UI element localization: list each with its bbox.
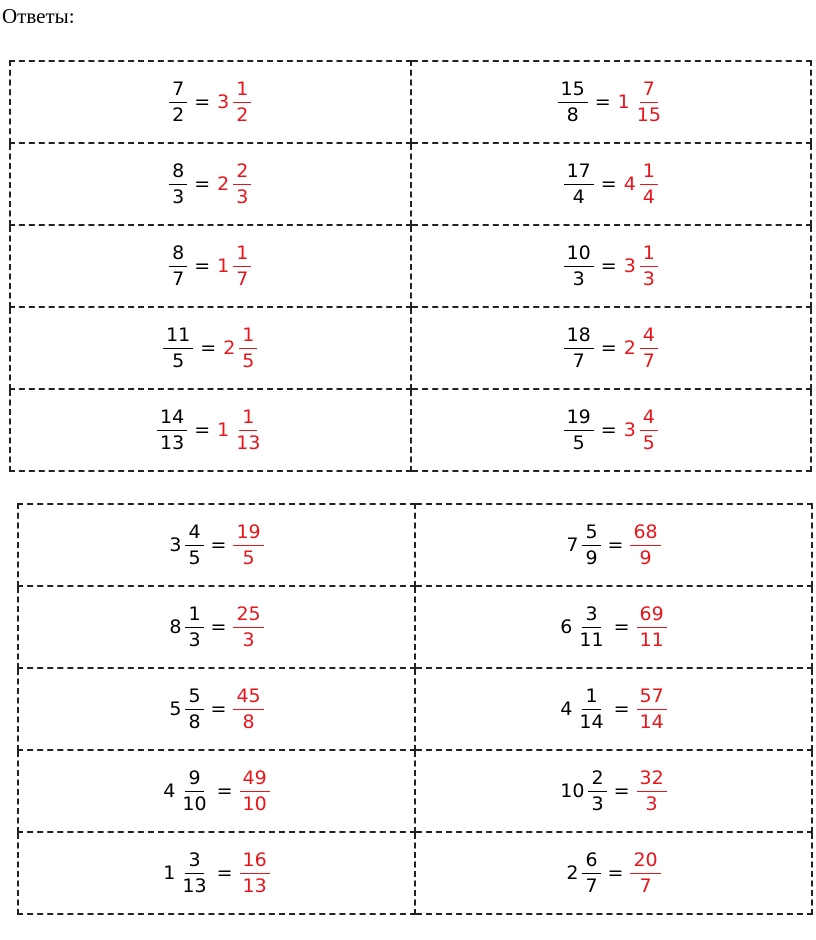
whole-part-answer: 3	[623, 418, 636, 441]
equals-sign: =	[194, 254, 211, 277]
fraction-equation	[161, 848, 271, 897]
denominator: 3	[645, 792, 658, 815]
numerator: 5	[185, 687, 203, 710]
denominator: 7	[236, 267, 249, 290]
denominator: 7	[642, 349, 655, 372]
whole-part-answer: 2	[623, 336, 636, 359]
equals-sign: =	[600, 172, 617, 195]
numerator: 69	[637, 605, 667, 628]
fraction-equation	[562, 405, 660, 454]
table-row	[18, 750, 812, 832]
fraction-part-answer	[233, 405, 263, 454]
fraction-part	[582, 848, 600, 897]
numerator: 19	[233, 523, 263, 546]
fraction-part	[588, 766, 606, 815]
denominator: 13	[236, 431, 261, 454]
improper-fraction-answer	[240, 766, 270, 815]
denominator: 2	[236, 103, 249, 126]
fraction-part-answer	[233, 241, 251, 290]
numerator: 2	[588, 769, 606, 792]
equals-sign: =	[194, 418, 211, 441]
fraction-part-answer	[233, 77, 251, 126]
numerator: 7	[169, 80, 187, 103]
denominator: 3	[172, 185, 185, 208]
numerator: 3	[185, 851, 203, 874]
denominator: 5	[172, 349, 185, 372]
fraction-part	[185, 684, 203, 733]
denominator: 7	[172, 267, 185, 290]
denominator: 14	[639, 710, 664, 733]
denominator: 7	[585, 874, 598, 897]
answer-cell	[411, 307, 812, 389]
fraction-equation	[167, 520, 265, 569]
table-row	[10, 143, 811, 225]
denominator: 10	[182, 792, 207, 815]
fraction-part	[185, 520, 203, 569]
denominator: 3	[572, 267, 585, 290]
numerator: 19	[564, 408, 594, 431]
denominator: 8	[188, 710, 201, 733]
fraction-equation	[167, 241, 253, 290]
equals-sign: =	[607, 533, 624, 556]
numerator: 14	[157, 408, 187, 431]
denominator: 4	[572, 185, 585, 208]
fraction-part	[185, 602, 203, 651]
improper-to-mixed-table	[9, 60, 812, 472]
fraction-part	[179, 848, 209, 897]
whole-part: 7	[566, 533, 579, 556]
fraction-equation	[556, 77, 666, 126]
improper-fraction	[169, 159, 187, 208]
table-row	[18, 832, 812, 914]
numerator: 18	[564, 326, 594, 349]
denominator: 13	[182, 874, 207, 897]
denominator: 9	[639, 546, 652, 569]
equals-sign: =	[600, 254, 617, 277]
fraction-part-answer	[233, 159, 251, 208]
whole-part-answer: 1	[617, 90, 630, 113]
improper-fraction	[564, 323, 594, 372]
numerator: 1	[582, 687, 600, 710]
equals-sign: =	[613, 697, 630, 720]
fraction-part-answer	[640, 241, 658, 290]
fraction-equation	[562, 241, 660, 290]
improper-fraction-answer	[233, 520, 263, 569]
improper-fraction-answer	[240, 848, 270, 897]
improper-fraction	[169, 241, 187, 290]
whole-part-answer: 4	[623, 172, 636, 195]
denominator: 11	[639, 628, 664, 651]
equals-sign: =	[216, 779, 233, 802]
numerator: 1	[640, 244, 658, 267]
improper-fraction	[169, 77, 187, 126]
numerator: 17	[564, 162, 594, 185]
answer-cell	[415, 504, 812, 586]
answer-cell	[10, 225, 411, 307]
fraction-part	[179, 766, 209, 815]
fraction-part-answer	[640, 323, 658, 372]
equals-sign: =	[613, 615, 630, 638]
whole-part-answer: 2	[217, 172, 230, 195]
improper-fraction	[564, 405, 594, 454]
numerator: 5	[582, 523, 600, 546]
answer-cell	[10, 143, 411, 225]
improper-fraction-answer	[637, 684, 667, 733]
numerator: 15	[558, 80, 588, 103]
answer-cell	[411, 143, 812, 225]
numerator: 4	[640, 408, 658, 431]
fraction-equation	[564, 520, 662, 569]
answer-cell	[415, 832, 812, 914]
denominator: 5	[188, 546, 201, 569]
fraction-equation	[562, 323, 660, 372]
numerator: 8	[169, 244, 187, 267]
numerator: 4	[185, 523, 203, 546]
numerator: 1	[239, 326, 257, 349]
denominator: 5	[242, 349, 255, 372]
denominator: 10	[242, 792, 267, 815]
answer-cell	[18, 504, 415, 586]
denominator: 4	[642, 185, 655, 208]
improper-fraction-answer	[637, 602, 667, 651]
whole-part: 10	[560, 779, 585, 802]
denominator: 9	[585, 546, 598, 569]
numerator: 25	[233, 605, 263, 628]
answer-cell	[10, 307, 411, 389]
whole-part: 8	[169, 615, 182, 638]
improper-fraction	[564, 241, 594, 290]
numerator: 57	[637, 687, 667, 710]
denominator: 5	[572, 431, 585, 454]
whole-part: 5	[169, 697, 182, 720]
whole-part-answer: 3	[623, 254, 636, 277]
numerator: 1	[640, 162, 658, 185]
denominator: 14	[579, 710, 604, 733]
denominator: 2	[172, 103, 185, 126]
answer-cell	[415, 668, 812, 750]
numerator: 11	[163, 326, 193, 349]
table-row	[10, 389, 811, 471]
fraction-equation	[558, 766, 668, 815]
mixed-to-improper-table	[17, 503, 813, 915]
numerator: 68	[630, 523, 660, 546]
numerator: 1	[185, 605, 203, 628]
denominator: 3	[642, 267, 655, 290]
improper-fraction	[163, 323, 193, 372]
fraction-equation	[558, 602, 668, 651]
answer-cell	[411, 61, 812, 143]
denominator: 11	[579, 628, 604, 651]
numerator: 20	[630, 851, 660, 874]
denominator: 3	[242, 628, 255, 651]
answer-cell	[10, 61, 411, 143]
fraction-equation	[155, 405, 265, 454]
denominator: 3	[591, 792, 604, 815]
equals-sign: =	[194, 90, 211, 113]
denominator: 5	[642, 431, 655, 454]
denominator: 8	[242, 710, 255, 733]
answer-cell	[10, 389, 411, 471]
table-row	[10, 307, 811, 389]
fraction-equation	[167, 159, 253, 208]
page-heading: Ответы:	[2, 4, 75, 28]
fraction-part	[582, 520, 600, 569]
answer-cell	[415, 586, 812, 668]
whole-part-answer: 1	[217, 254, 230, 277]
answer-cell	[411, 389, 812, 471]
fraction-part	[576, 602, 606, 651]
whole-part: 1	[163, 861, 176, 884]
whole-part: 3	[169, 533, 182, 556]
numerator: 6	[582, 851, 600, 874]
improper-fraction	[157, 405, 187, 454]
equals-sign: =	[594, 90, 611, 113]
improper-fraction-answer	[630, 520, 660, 569]
numerator: 7	[640, 80, 658, 103]
whole-part-answer: 1	[217, 418, 230, 441]
numerator: 32	[637, 769, 667, 792]
numerator: 8	[169, 162, 187, 185]
fraction-equation	[167, 684, 265, 733]
fraction-equation	[558, 684, 668, 733]
equals-sign: =	[216, 861, 233, 884]
fraction-part-answer	[634, 77, 664, 126]
numerator: 2	[233, 162, 251, 185]
improper-fraction	[564, 159, 594, 208]
table-row	[18, 586, 812, 668]
fraction-part-answer	[239, 323, 257, 372]
equals-sign: =	[210, 697, 227, 720]
numerator: 3	[582, 605, 600, 628]
improper-fraction-answer	[233, 684, 263, 733]
answer-cell	[18, 750, 415, 832]
equals-sign: =	[607, 861, 624, 884]
answer-cell	[411, 225, 812, 307]
numerator: 45	[233, 687, 263, 710]
numerator: 10	[564, 244, 594, 267]
equals-sign: =	[600, 418, 617, 441]
numerator: 1	[233, 80, 251, 103]
whole-part: 4	[560, 697, 573, 720]
improper-fraction	[558, 77, 588, 126]
denominator: 15	[636, 103, 661, 126]
whole-part-answer: 2	[223, 336, 236, 359]
improper-fraction-answer	[637, 766, 667, 815]
table-row	[18, 668, 812, 750]
denominator: 7	[572, 349, 585, 372]
answer-cell	[415, 750, 812, 832]
fraction-part-answer	[640, 159, 658, 208]
denominator: 7	[639, 874, 652, 897]
whole-part: 6	[560, 615, 573, 638]
fraction-equation	[562, 159, 660, 208]
fraction-equation	[167, 602, 265, 651]
equals-sign: =	[613, 779, 630, 802]
denominator: 3	[236, 185, 249, 208]
equals-sign: =	[210, 615, 227, 638]
answer-cell	[18, 586, 415, 668]
answer-cell	[18, 832, 415, 914]
fraction-equation	[167, 77, 253, 126]
fraction-part	[576, 684, 606, 733]
fraction-equation	[564, 848, 662, 897]
numerator: 49	[240, 769, 270, 792]
fraction-part-answer	[640, 405, 658, 454]
fraction-equation	[161, 766, 271, 815]
whole-part-answer: 3	[217, 90, 230, 113]
denominator: 13	[160, 431, 185, 454]
numerator: 1	[233, 244, 251, 267]
fraction-equation	[161, 323, 259, 372]
denominator: 8	[566, 103, 579, 126]
improper-fraction-answer	[233, 602, 263, 651]
equals-sign: =	[210, 533, 227, 556]
numerator: 9	[185, 769, 203, 792]
numerator: 4	[640, 326, 658, 349]
equals-sign: =	[200, 336, 217, 359]
denominator: 3	[188, 628, 201, 651]
answer-cell	[18, 668, 415, 750]
whole-part: 4	[163, 779, 176, 802]
equals-sign: =	[194, 172, 211, 195]
numerator: 1	[239, 408, 257, 431]
equals-sign: =	[600, 336, 617, 359]
numerator: 16	[240, 851, 270, 874]
table-row	[10, 61, 811, 143]
table-row	[18, 504, 812, 586]
denominator: 5	[242, 546, 255, 569]
table-row	[10, 225, 811, 307]
improper-fraction-answer	[630, 848, 660, 897]
whole-part: 2	[566, 861, 579, 884]
denominator: 13	[242, 874, 267, 897]
